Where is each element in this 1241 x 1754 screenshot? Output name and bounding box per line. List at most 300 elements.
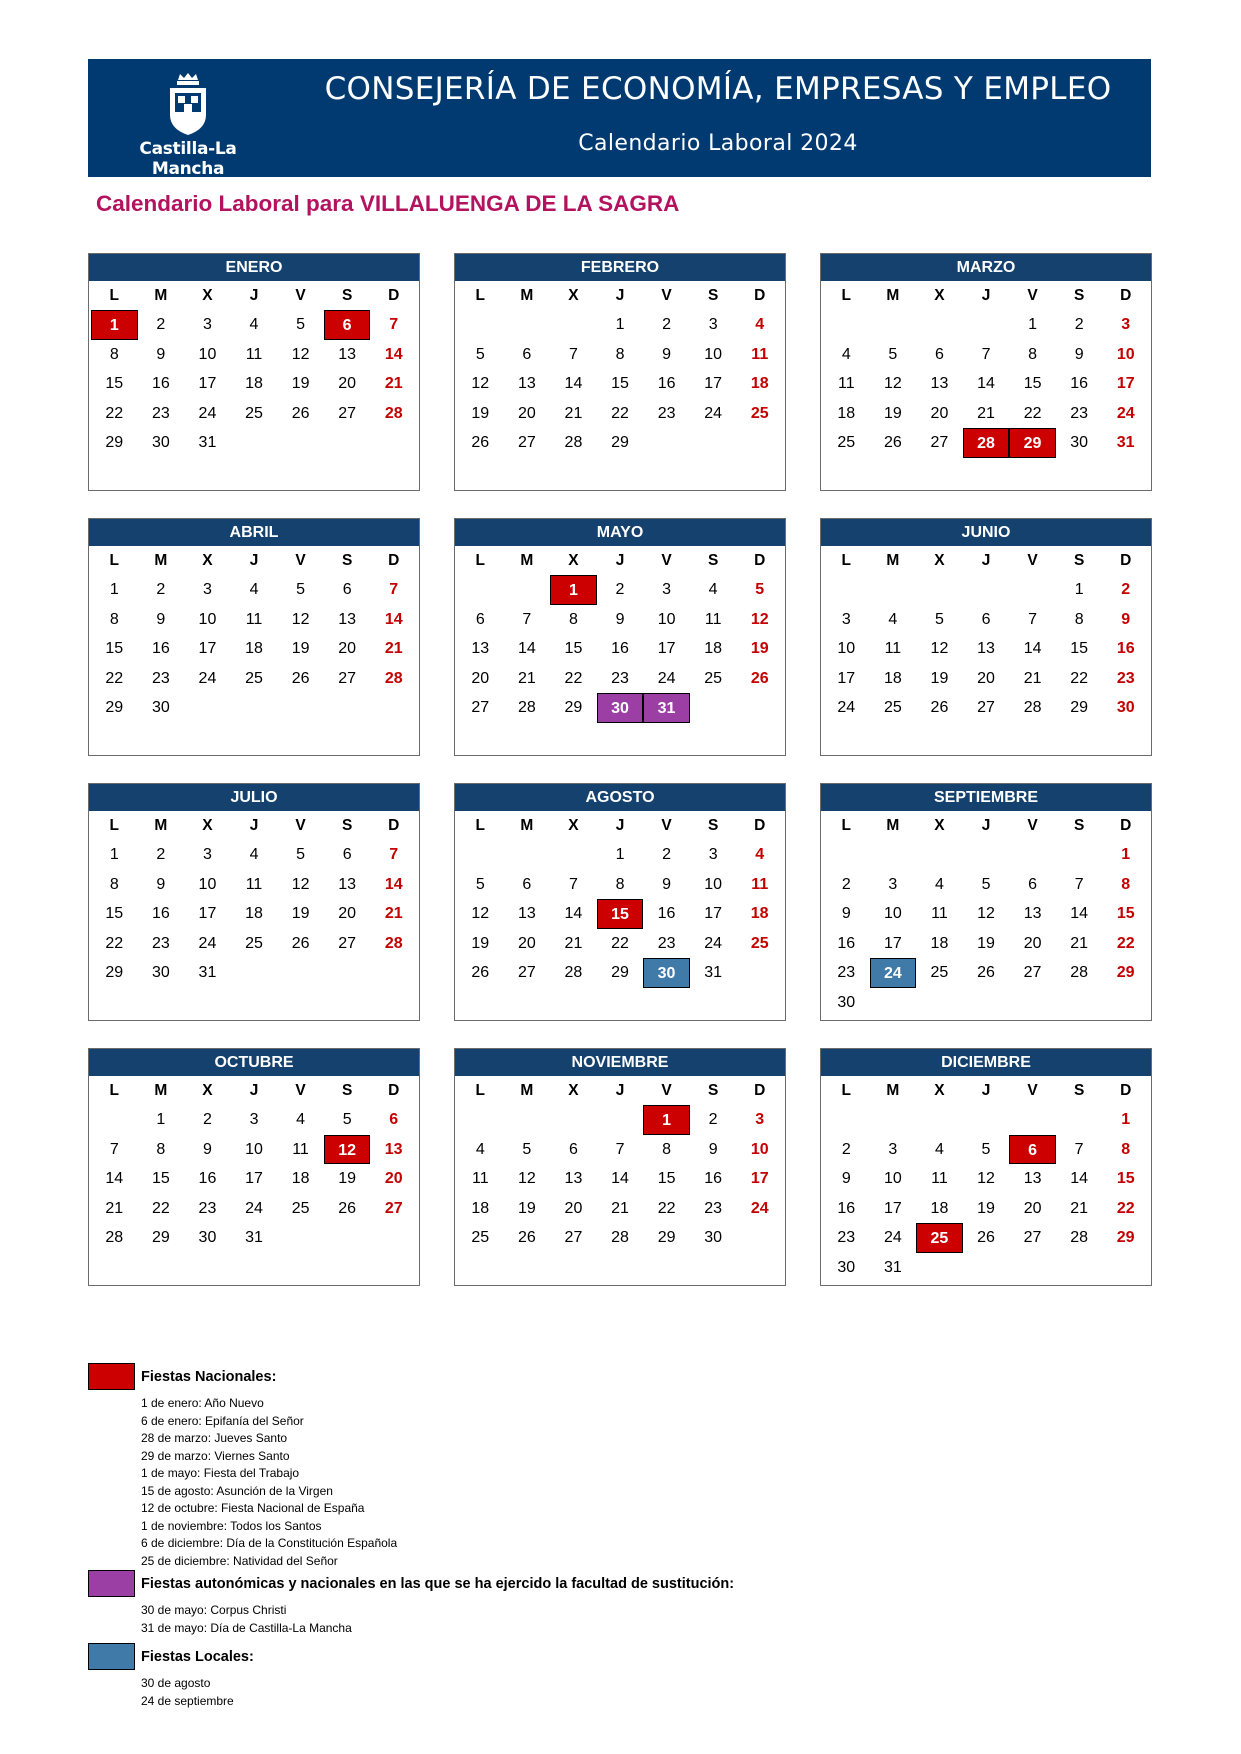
legend-item: 30 de mayo: Corpus Christi <box>141 1603 287 1617</box>
weekday-label: V <box>661 1082 672 1099</box>
day-cell-sunday: 15 <box>1116 905 1135 922</box>
day-cell: 27 <box>471 699 490 716</box>
day-cell: 9 <box>708 1140 718 1158</box>
legend-item: 24 de septiembre <box>141 1693 234 1708</box>
day-cell-fiesta-nacional: 25 <box>916 1223 963 1253</box>
week-row <box>89 1194 419 1224</box>
day-cell-sunday: 24 <box>1116 404 1135 422</box>
month-diciembre <box>820 1048 1152 1286</box>
day-cell-sunday: 8 <box>1121 1140 1131 1158</box>
day-cell: 4 <box>249 316 259 333</box>
day-cell: 17 <box>198 375 217 392</box>
day-cell: 19 <box>883 404 902 422</box>
day-cell: 24 <box>198 934 217 952</box>
day-cell-sunday: 10 <box>1116 345 1135 363</box>
weekday-label: M <box>520 287 534 304</box>
day-cell: 24 <box>245 1199 263 1217</box>
week-row <box>821 664 1151 694</box>
day-cell: 23 <box>657 404 676 422</box>
day-cell: 26 <box>977 964 995 981</box>
day-cell: 17 <box>198 905 217 922</box>
day-cell: 9 <box>841 1170 851 1187</box>
day-cell: 6 <box>981 610 991 628</box>
day-cell: 25 <box>930 964 949 981</box>
day-cell: 1 <box>615 846 625 863</box>
day-cell: 13 <box>471 640 490 657</box>
empty-cell <box>457 1105 504 1135</box>
day-cell: 27 <box>517 434 536 451</box>
day-cell: 10 <box>883 1170 902 1187</box>
day-cell: 22 <box>564 669 583 687</box>
day-cell-sunday: 15 <box>1116 1170 1135 1187</box>
weekday-label: X <box>934 817 945 834</box>
empty-cell <box>370 428 417 458</box>
month-name: JUNIO <box>821 519 1151 546</box>
weekday-header <box>821 281 1151 310</box>
day-cell: 14 <box>977 375 995 392</box>
day-cell: 3 <box>708 316 718 333</box>
day-cell: 26 <box>883 434 902 451</box>
day-cell: 12 <box>883 375 902 392</box>
day-cell: 2 <box>615 581 625 598</box>
day-cell: 23 <box>657 934 676 952</box>
weekday-label: S <box>708 1082 719 1099</box>
weekday-label: S <box>1074 287 1085 304</box>
day-cell: 13 <box>338 610 357 628</box>
weekday-label: D <box>1120 817 1132 834</box>
day-cell-sunday: 14 <box>384 610 403 628</box>
day-cell: 15 <box>657 1170 676 1187</box>
day-cell: 26 <box>291 669 310 687</box>
week-row <box>821 1164 1151 1194</box>
day-cell: 1 <box>156 1111 166 1128</box>
empty-cell <box>690 693 737 723</box>
week-row <box>455 840 785 870</box>
day-cell-sunday: 5 <box>755 581 765 598</box>
weekday-label: J <box>981 1082 991 1099</box>
day-cell: 11 <box>245 610 263 628</box>
day-cell: 15 <box>151 1170 170 1187</box>
day-cell-sunday: 30 <box>1116 699 1135 716</box>
week-row <box>455 605 785 635</box>
day-cell: 6 <box>522 345 532 363</box>
day-cell: 7 <box>1074 875 1084 893</box>
day-cell: 23 <box>611 669 629 687</box>
day-cell: 17 <box>704 375 723 392</box>
month-name: OCTUBRE <box>89 1049 419 1076</box>
header-title: CONSEJERÍA DE ECONOMÍA, EMPRESAS Y EMPLEO <box>324 71 1112 107</box>
day-cell: 8 <box>156 1140 166 1158</box>
header-subtitle: Calendario Laboral 2024 <box>578 131 858 156</box>
empty-cell <box>963 840 1010 870</box>
day-cell: 24 <box>883 1229 902 1246</box>
week-row <box>89 605 419 635</box>
day-cell: 19 <box>977 1199 995 1217</box>
legend-item: 25 de diciembre: Natividad del Señor <box>141 1553 338 1568</box>
month-julio <box>88 783 420 1021</box>
empty-cell <box>597 1105 644 1135</box>
empty-cell <box>823 1105 870 1135</box>
weekday-header <box>455 546 785 575</box>
week-row <box>89 428 419 458</box>
day-cell: 13 <box>977 640 995 657</box>
day-cell: 17 <box>198 640 217 657</box>
week-row <box>821 1223 1151 1253</box>
weekday-label: D <box>388 817 400 834</box>
day-cell: 25 <box>245 669 263 687</box>
day-cell: 19 <box>291 640 310 657</box>
day-cell: 21 <box>517 669 536 687</box>
day-cell: 9 <box>202 1140 212 1158</box>
day-cell: 9 <box>662 875 672 893</box>
day-cell-fiesta-autonomica: 31 <box>643 693 690 723</box>
empty-cell <box>1009 840 1056 870</box>
day-cell: 11 <box>931 905 948 922</box>
calendar-grid <box>88 253 1154 1289</box>
day-cell: 13 <box>517 375 536 392</box>
page-header <box>88 59 1151 177</box>
day-cell: 23 <box>198 1199 217 1217</box>
day-cell: 12 <box>517 1170 536 1187</box>
day-cell: 22 <box>105 404 124 422</box>
day-cell: 14 <box>611 1170 629 1187</box>
legend-items <box>141 1675 234 1710</box>
week-row <box>455 958 785 988</box>
month-name: NOVIEMBRE <box>455 1049 785 1076</box>
weekday-header <box>89 811 419 840</box>
empty-cell <box>963 575 1010 605</box>
weekday-label: V <box>295 287 306 304</box>
day-cell-sunday: 3 <box>755 1111 765 1128</box>
empty-cell <box>324 958 371 988</box>
day-cell: 21 <box>611 1199 629 1217</box>
day-cell: 13 <box>517 905 536 922</box>
day-cell: 23 <box>151 934 170 952</box>
day-cell: 16 <box>151 375 170 392</box>
empty-cell <box>277 958 324 988</box>
day-cell: 24 <box>704 934 723 952</box>
day-cell: 22 <box>657 1199 676 1217</box>
day-cell: 10 <box>657 610 676 628</box>
weekday-label: S <box>1074 552 1085 569</box>
day-cell: 27 <box>517 964 536 981</box>
day-cell: 28 <box>564 964 583 981</box>
day-cell: 9 <box>156 875 166 893</box>
week-row <box>89 310 419 340</box>
legend-item: 1 de mayo: Fiesta del Trabajo <box>141 1466 300 1480</box>
week-row <box>89 575 419 605</box>
day-cell: 6 <box>522 875 532 893</box>
day-cell: 8 <box>1028 345 1038 363</box>
day-cell-sunday: 25 <box>750 404 769 422</box>
weekday-label: S <box>342 287 353 304</box>
weekday-label: X <box>202 1082 213 1099</box>
day-cell: 1 <box>109 581 119 598</box>
day-cell: 14 <box>1070 1170 1089 1187</box>
weekday-header <box>455 281 785 310</box>
week-row <box>821 988 1151 1018</box>
day-cell: 5 <box>475 345 485 363</box>
day-cell: 16 <box>151 640 170 657</box>
day-cell-fiesta-nacional: 15 <box>597 899 644 929</box>
empty-cell <box>823 310 870 340</box>
weekday-label: V <box>1027 1082 1038 1099</box>
day-cell: 13 <box>930 375 949 392</box>
week-row <box>89 929 419 959</box>
empty-cell <box>963 310 1010 340</box>
day-cell: 6 <box>568 1140 578 1158</box>
weekday-header <box>455 811 785 840</box>
weekday-header <box>89 281 419 310</box>
weekday-label: L <box>841 1082 852 1099</box>
day-cell: 8 <box>109 875 119 893</box>
month-junio <box>820 518 1152 756</box>
day-cell: 28 <box>1070 964 1089 981</box>
day-cell: 16 <box>657 375 676 392</box>
day-cell: 8 <box>109 345 119 363</box>
weekday-label: X <box>568 287 579 304</box>
week-row <box>455 1223 785 1253</box>
day-cell: 17 <box>883 1199 902 1217</box>
weekday-label: M <box>154 1082 168 1099</box>
day-cell: 25 <box>291 1199 310 1217</box>
day-cell: 15 <box>611 375 629 392</box>
empty-cell <box>550 310 597 340</box>
week-row <box>455 693 785 723</box>
week-row <box>89 1105 419 1135</box>
legend-item: 31 de mayo: Día de Castilla-La Mancha <box>141 1620 352 1635</box>
month-febrero <box>454 253 786 491</box>
month-name: DICIEMBRE <box>821 1049 1151 1076</box>
day-cell: 11 <box>471 1170 489 1187</box>
empty-cell <box>823 840 870 870</box>
day-cell: 14 <box>105 1170 124 1187</box>
day-cell: 11 <box>704 610 722 628</box>
weekday-label: D <box>1120 552 1132 569</box>
day-cell: 8 <box>662 1140 672 1158</box>
day-cell: 24 <box>837 699 856 716</box>
empty-cell <box>370 958 417 988</box>
weekday-label: M <box>520 552 534 569</box>
weekday-label: X <box>934 552 945 569</box>
weekday-label: V <box>1027 552 1038 569</box>
day-cell: 15 <box>564 640 583 657</box>
legend-items <box>141 1395 397 1570</box>
day-cell: 29 <box>657 1229 676 1246</box>
week-row <box>455 870 785 900</box>
day-cell: 12 <box>291 345 310 363</box>
day-cell-sunday: 28 <box>384 934 403 952</box>
day-cell: 11 <box>292 1140 309 1158</box>
week-row <box>89 899 419 929</box>
day-cell-sunday: 6 <box>389 1111 399 1128</box>
week-row <box>821 870 1151 900</box>
weekday-label: D <box>754 552 766 569</box>
day-cell: 5 <box>342 1111 352 1128</box>
logo-text: Castilla-La Mancha <box>139 139 237 179</box>
day-cell: 17 <box>245 1170 263 1187</box>
day-cell: 15 <box>1070 640 1089 657</box>
weekday-header <box>821 546 1151 575</box>
day-cell-sunday: 12 <box>750 610 769 628</box>
weekday-label: M <box>154 817 168 834</box>
day-cell-fiesta-local: 24 <box>870 958 917 988</box>
day-cell: 14 <box>1070 905 1089 922</box>
day-cell: 17 <box>704 905 723 922</box>
month-name: ENERO <box>89 254 419 281</box>
weekday-label: L <box>109 1082 120 1099</box>
day-cell: 22 <box>611 934 629 952</box>
day-cell: 26 <box>291 404 310 422</box>
week-row <box>89 399 419 429</box>
week-row <box>821 605 1151 635</box>
day-cell: 28 <box>517 699 536 716</box>
day-cell: 18 <box>471 1199 490 1217</box>
day-cell: 13 <box>1023 1170 1042 1187</box>
week-row <box>821 899 1151 929</box>
day-cell: 15 <box>1023 375 1042 392</box>
day-cell: 3 <box>888 875 898 893</box>
day-cell: 26 <box>930 699 949 716</box>
empty-cell <box>277 1223 324 1253</box>
day-cell: 26 <box>977 1229 995 1246</box>
empty-cell <box>963 988 1010 1018</box>
week-row <box>455 664 785 694</box>
day-cell: 22 <box>611 404 629 422</box>
weekday-label: J <box>615 1082 625 1099</box>
day-cell-sunday: 28 <box>384 404 403 422</box>
day-cell: 8 <box>615 345 625 363</box>
weekday-label: L <box>109 817 120 834</box>
day-cell-sunday: 9 <box>1121 610 1131 628</box>
day-cell: 9 <box>615 610 625 628</box>
empty-cell <box>1102 988 1149 1018</box>
day-cell: 31 <box>245 1229 263 1246</box>
weekday-label: V <box>661 817 672 834</box>
month-name: AGOSTO <box>455 784 785 811</box>
week-row <box>821 929 1151 959</box>
day-cell: 21 <box>1023 669 1042 687</box>
empty-cell <box>1009 1253 1056 1283</box>
week-row <box>89 958 419 988</box>
week-row <box>455 929 785 959</box>
day-cell: 23 <box>151 669 170 687</box>
empty-cell <box>550 840 597 870</box>
day-cell: 17 <box>837 669 856 687</box>
day-cell: 18 <box>704 640 723 657</box>
weekday-label: J <box>249 817 259 834</box>
day-cell: 31 <box>198 434 217 451</box>
week-row <box>89 664 419 694</box>
day-cell: 5 <box>475 875 485 893</box>
empty-cell <box>916 310 963 340</box>
empty-cell <box>870 575 917 605</box>
weekday-label: J <box>615 287 625 304</box>
day-cell-fiesta-nacional: 6 <box>1009 1135 1056 1165</box>
day-cell: 19 <box>291 905 310 922</box>
week-row <box>455 369 785 399</box>
legend-swatch <box>88 1363 135 1390</box>
day-cell: 12 <box>471 905 490 922</box>
day-cell: 3 <box>202 316 212 333</box>
weekday-label: J <box>981 287 991 304</box>
empty-cell <box>550 1105 597 1135</box>
day-cell: 23 <box>837 1229 856 1246</box>
empty-cell <box>643 428 690 458</box>
empty-cell <box>277 693 324 723</box>
day-cell: 28 <box>105 1229 124 1246</box>
day-cell-sunday: 17 <box>1116 375 1135 392</box>
day-cell: 22 <box>1070 669 1089 687</box>
month-mayo <box>454 518 786 756</box>
day-cell: 29 <box>611 434 629 451</box>
empty-cell <box>1056 988 1103 1018</box>
day-cell: 5 <box>296 316 305 333</box>
day-cell: 30 <box>704 1229 723 1246</box>
day-cell: 19 <box>471 934 490 952</box>
day-cell: 15 <box>105 640 124 657</box>
day-cell: 31 <box>883 1258 902 1276</box>
day-cell: 28 <box>564 434 583 451</box>
day-cell: 27 <box>564 1229 583 1246</box>
day-cell: 6 <box>1028 875 1038 893</box>
day-cell-sunday: 21 <box>384 905 403 922</box>
month-marzo <box>820 253 1152 491</box>
day-cell: 10 <box>245 1140 263 1158</box>
day-cell: 21 <box>564 934 583 952</box>
day-cell-sunday: 18 <box>750 905 769 922</box>
day-cell: 8 <box>568 610 578 628</box>
day-cell: 8 <box>1074 610 1084 628</box>
day-cell: 27 <box>338 934 357 952</box>
day-cell: 18 <box>245 905 263 922</box>
week-row <box>89 340 419 370</box>
day-cell: 30 <box>151 434 170 451</box>
empty-cell <box>457 310 504 340</box>
day-cell: 11 <box>884 640 902 657</box>
weekday-label: L <box>109 287 120 304</box>
day-cell-sunday: 7 <box>389 846 399 863</box>
week-row <box>821 1194 1151 1224</box>
month-noviembre <box>454 1048 786 1286</box>
day-cell-sunday: 10 <box>750 1140 769 1158</box>
legend-item: 28 de marzo: Jueves Santo <box>141 1431 288 1445</box>
day-cell: 20 <box>930 404 949 422</box>
week-row <box>821 840 1151 870</box>
day-cell: 27 <box>930 434 949 451</box>
day-cell: 4 <box>934 1140 944 1158</box>
weekday-label: J <box>249 552 259 569</box>
empty-cell <box>736 958 783 988</box>
day-cell: 26 <box>471 434 490 451</box>
day-cell: 11 <box>931 1170 948 1187</box>
empty-cell <box>870 988 917 1018</box>
day-cell: 10 <box>704 875 723 893</box>
day-cell: 25 <box>245 404 263 422</box>
day-cell-sunday: 25 <box>750 934 769 952</box>
day-cell: 12 <box>977 905 995 922</box>
day-cell: 29 <box>611 964 629 981</box>
weekday-label: L <box>841 287 852 304</box>
day-cell-fiesta-nacional: 28 <box>963 428 1010 458</box>
legend-item: 12 de octubre: Fiesta Nacional de España <box>141 1501 365 1515</box>
day-cell: 27 <box>1023 1229 1042 1246</box>
weekday-label: V <box>295 552 306 569</box>
day-cell: 5 <box>522 1140 532 1158</box>
weekday-label: M <box>520 1082 534 1099</box>
day-cell: 19 <box>517 1199 536 1217</box>
day-cell-sunday: 8 <box>1121 875 1131 893</box>
